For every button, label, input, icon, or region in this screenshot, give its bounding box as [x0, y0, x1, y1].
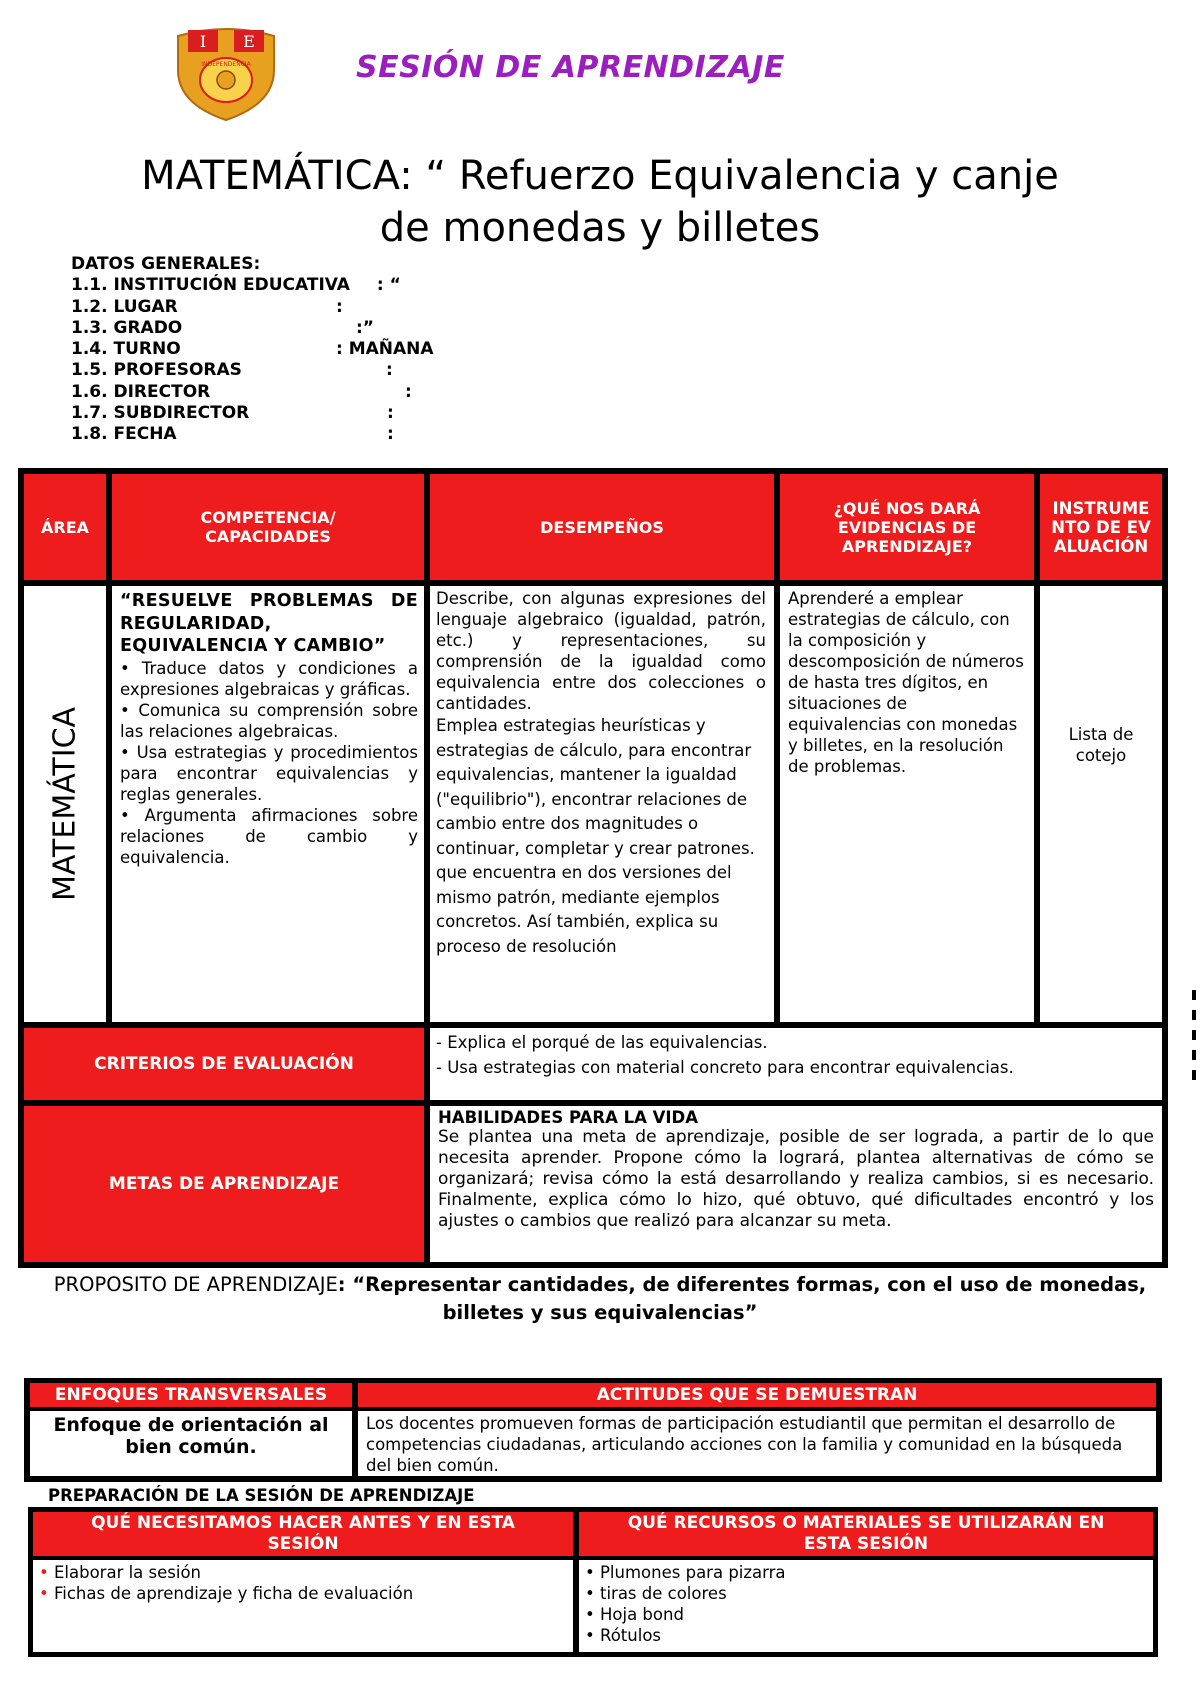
header-instrumento: INSTRUMENTO DE EVALUACIÓN — [1040, 474, 1162, 580]
proposito-text: : “Representar cantidades, de diferentes formas, con el uso de monedas, billetes y sus equivalencias” — [337, 1273, 1147, 1324]
criterios-label: CRITERIOS DE EVALUACIÓN — [24, 1028, 424, 1100]
competencia-title: “RESUELVE PROBLEMAS DE REGULARIDAD, EQUIVALENCIA Y CAMBIO” — [120, 591, 418, 656]
evidencias-text: Aprenderé a emplear estrategias de cálculo, con la composición y descomposición de números de hasta tres dígitos, en situaciones de equivalencias con monedas y billetes, en la resolución de problemas. — [788, 589, 1024, 776]
actitudes-header: ACTITUDES QUE SE DEMUESTRAN — [358, 1383, 1156, 1407]
desempenos-text: Describe, con algunas expresiones del lenguaje algebraico (igualdad, patrón, etc.) y representaciones, su comprensión de la igualdad como equivalencia entre dos colecciones o cantidades. — [436, 589, 766, 713]
header-desempenos: DESEMPEÑOS — [430, 474, 774, 580]
antes-cell — [33, 1560, 573, 1652]
enfoque-value: Enfoque de orientación al bien común. — [53, 1414, 329, 1458]
capacidad-item: • Comunica su comprensión sobre las relaciones algebraicas. — [120, 700, 418, 741]
page-title-line-2: de monedas y billetes — [379, 205, 821, 251]
recurso-item: Plumones para pizarra — [599, 1563, 786, 1582]
recursos-header: QUÉ RECURSOS O MATERIALES SE UTILIZARÁN EN ESTA SESIÓN — [579, 1512, 1153, 1556]
school-logo — [170, 22, 282, 122]
general-data-heading: DATOS GENERALES: — [71, 254, 261, 274]
general-data-value: : — [386, 360, 393, 381]
enfoques-table — [24, 1378, 1162, 1482]
general-data-label: 1.5. PROFESORAS — [71, 360, 242, 381]
bullet-icon: • — [585, 1584, 595, 1603]
instrumento-cell — [1040, 586, 1162, 1022]
criterios-cell — [430, 1028, 1162, 1100]
habilidades-text: Se plantea una meta de aprendizaje, posible de ser lograda, a partir de lo que necesita aprender. Propone cómo la logrará, plantea alternativas de cómo se organizará; revisa cómo la está desarrollando y realiza cambios, si es necesario. Finalmente, explica cómo lo hizo, qué obtuvo, qué dificultades encontró y los ajustes o cambios que realizó para alcanzar su meta. — [438, 1127, 1154, 1231]
antes-item: Fichas de aprendizaje y ficha de evaluación — [53, 1584, 414, 1603]
criterio-item: - Explica el porqué de las equivalencias. — [436, 1033, 768, 1052]
general-data-value: : MAÑANA — [336, 339, 434, 360]
criterio-item: - Usa estrategias con material concreto para encontrar equivalencias. — [436, 1058, 1014, 1077]
general-data-label: 1.6. DIRECTOR — [71, 381, 211, 402]
antes-header: QUÉ NECESITAMOS HACER ANTES Y EN ESTA SESIÓN — [33, 1512, 573, 1556]
logo-letter-e: E — [243, 32, 255, 51]
header-competencia: COMPETENCIA/ CAPACIDADES — [112, 474, 424, 580]
list-item — [585, 1583, 1147, 1604]
general-data — [71, 254, 434, 446]
proposito — [30, 1271, 1170, 1327]
instrumento-value: Lista de cotejo — [1068, 725, 1134, 765]
enfoques-header: ENFOQUES TRANSVERSALES — [30, 1383, 352, 1407]
general-data-label: 1.1. INSTITUCIÓN EDUCATIVA — [71, 275, 350, 296]
competencias-table — [18, 468, 1168, 1268]
general-data-label: 1.3. GRADO — [71, 317, 183, 338]
bullet-icon: • — [39, 1563, 49, 1582]
bullet-icon: • — [585, 1605, 595, 1624]
list-item — [585, 1604, 1147, 1625]
capacidad-item: • Argumenta afirmaciones sobre relaciones de cambio y equivalencia. — [120, 805, 418, 867]
general-data-label: 1.2. LUGAR — [71, 296, 178, 317]
general-data-value: : — [336, 296, 343, 317]
page-title — [60, 150, 1140, 254]
evidencias-cell — [780, 586, 1034, 1022]
general-data-label: 1.4. TURNO — [71, 339, 181, 360]
general-data-label: 1.7. SUBDIRECTOR — [71, 403, 250, 424]
general-data-value: : “ — [371, 275, 401, 296]
bullet-icon: • — [585, 1563, 595, 1582]
actitudes-cell — [358, 1411, 1156, 1476]
competencia-cell — [112, 586, 424, 1022]
recurso-item: tiras de colores — [599, 1584, 727, 1603]
antes-item: Elaborar la sesión — [53, 1563, 202, 1582]
list-item — [585, 1625, 1147, 1646]
desempenos-text: Emplea estrategias heurísticas y estrategias de cálculo, para encontrar equivalencias, mantener la igualdad ("equilibrio"), encontrar relaciones de cambio entre dos magnitudes o continuar, completar y crear patrones. que encuentra en dos versiones del mismo patrón, mediante ejemplos concretos. Así también, explica su proceso de resolución — [436, 716, 755, 956]
general-data-value: :” — [356, 317, 374, 338]
capacidad-item: • Traduce datos y condiciones a expresiones algebraicas y gráficas. — [120, 658, 418, 699]
actitudes-value: Los docentes promueven formas de participación estudiantil que permitan el desarrollo de competencias ciudadanas, articulando acciones con la familia y comunidad en la búsqueda del bien común. — [366, 1414, 1123, 1475]
page-edge-mark — [1192, 990, 1196, 1085]
bullet-icon: • — [39, 1584, 49, 1603]
area-cell — [24, 586, 106, 1022]
enfoque-cell — [30, 1411, 352, 1476]
general-data-value: : — [387, 403, 394, 424]
header-evidencias: ¿QUÉ NOS DARÁ EVIDENCIAS DE APRENDIZAJE? — [780, 474, 1034, 580]
habilidades-title: HABILIDADES PARA LA VIDA — [438, 1108, 698, 1127]
proposito-label: PROPOSITO DE APRENDIZAJE — [53, 1273, 338, 1296]
general-data-value: : — [405, 381, 412, 402]
desempenos-cell — [430, 586, 774, 1022]
recurso-item: Rótulos — [599, 1626, 662, 1645]
general-data-label: 1.8. FECHA — [71, 424, 177, 445]
preparacion-label: PREPARACIÓN DE LA SESIÓN DE APRENDIZAJE — [48, 1486, 475, 1505]
general-data-value: : — [387, 424, 394, 445]
metas-label: METAS DE APRENDIZAJE — [24, 1106, 424, 1262]
bullet-icon: • — [585, 1626, 595, 1645]
header-area: ÁREA — [24, 474, 106, 580]
page-title-line-1: MATEMÁTICA: “ Refuerzo Equivalencia y canje — [141, 153, 1059, 199]
list-item — [39, 1583, 567, 1604]
list-item — [39, 1562, 567, 1583]
session-title: SESIÓN DE APRENDIZAJE — [356, 50, 785, 85]
capacidad-item: • Usa estrategias y procedimientos para encontrar equivalencias y reglas generales. — [120, 742, 418, 804]
metas-cell — [430, 1106, 1162, 1262]
logo-text: INDEPENDENCIA — [201, 61, 251, 68]
recursos-cell — [579, 1560, 1153, 1652]
list-item — [585, 1562, 1147, 1583]
recurso-item: Hoja bond — [599, 1605, 684, 1624]
area-value: MATEMÁTICA — [47, 706, 83, 902]
logo-letter-i: I — [199, 32, 207, 51]
preparacion-table — [28, 1507, 1158, 1657]
